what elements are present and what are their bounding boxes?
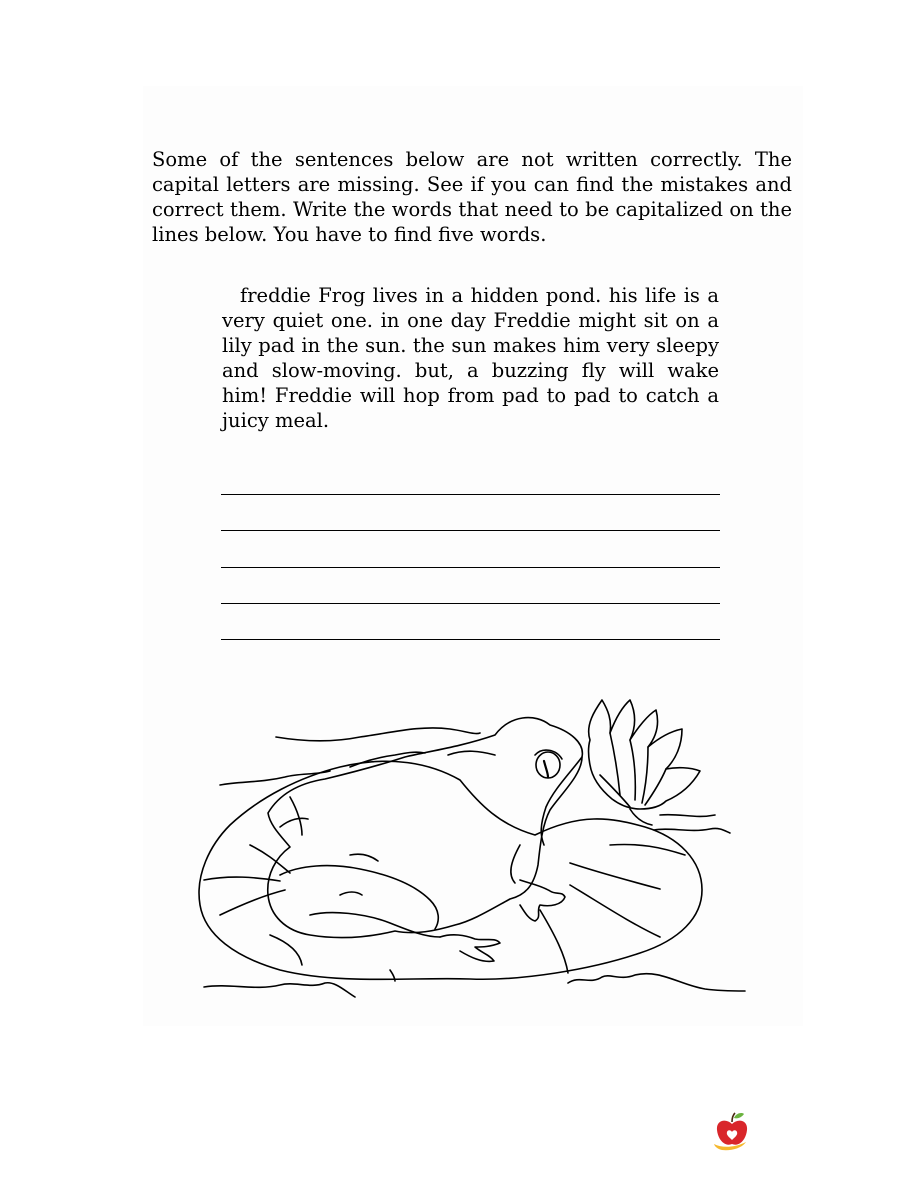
- lily-pad-vein: [220, 890, 285, 915]
- water-ripple: [276, 728, 480, 741]
- water-ripple: [660, 815, 715, 817]
- frog-spot: [340, 892, 362, 895]
- frog-spot: [280, 818, 308, 827]
- apple-logo-icon: [712, 1110, 752, 1152]
- instructions-text: Some of the sentences below are not written correctly. The capital letters are missing. See if you can find the mistakes and correct them. Write the words that need to be capitalized on the lines below. You have to find five words.: [152, 148, 792, 246]
- answer-line-1[interactable]: [221, 494, 720, 495]
- water-ripple: [204, 983, 355, 997]
- lily-pad-vein: [270, 935, 302, 965]
- frog-pupil: [544, 761, 548, 777]
- lily-pad-vein: [610, 844, 685, 855]
- lotus-petal-line: [630, 740, 635, 800]
- frog-back-leg: [310, 913, 440, 937]
- frog-back-leg: [280, 866, 438, 929]
- frog-hind-foot: [440, 935, 500, 962]
- answer-line-5[interactable]: [221, 639, 720, 640]
- answer-line-3[interactable]: [221, 567, 720, 568]
- frog-on-lily-pad-illustration: [190, 685, 750, 1005]
- lily-pad-vein: [540, 910, 568, 973]
- lily-pad-vein: [570, 863, 660, 889]
- answer-line-2[interactable]: [221, 530, 720, 531]
- lily-pad-vein: [290, 797, 302, 835]
- lotus-stem: [630, 809, 652, 825]
- water-ripple: [448, 751, 495, 755]
- frog-throat: [511, 845, 520, 883]
- frog-spot: [350, 854, 378, 861]
- water-ripple: [220, 771, 330, 785]
- lily-pad-vein: [250, 845, 290, 873]
- water-ripple: [654, 828, 730, 833]
- story-passage: freddie Frog lives in a hidden pond. his life is a very quiet one. in one day Freddie might sit on a lily pad in the sun. the sun makes him very sleepy and slow-moving. but, a buzzing fly will wake him! Freddie will hop from pad to pad to catch a juicy meal.: [222, 284, 719, 432]
- lotus-petal-line: [645, 769, 666, 805]
- answer-line-4[interactable]: [221, 603, 720, 604]
- lotus-petal-line: [642, 747, 648, 803]
- lily-pad: [199, 761, 702, 979]
- lily-pad-vein: [570, 885, 660, 937]
- frog-body: [268, 718, 583, 938]
- water-ripple: [568, 974, 745, 991]
